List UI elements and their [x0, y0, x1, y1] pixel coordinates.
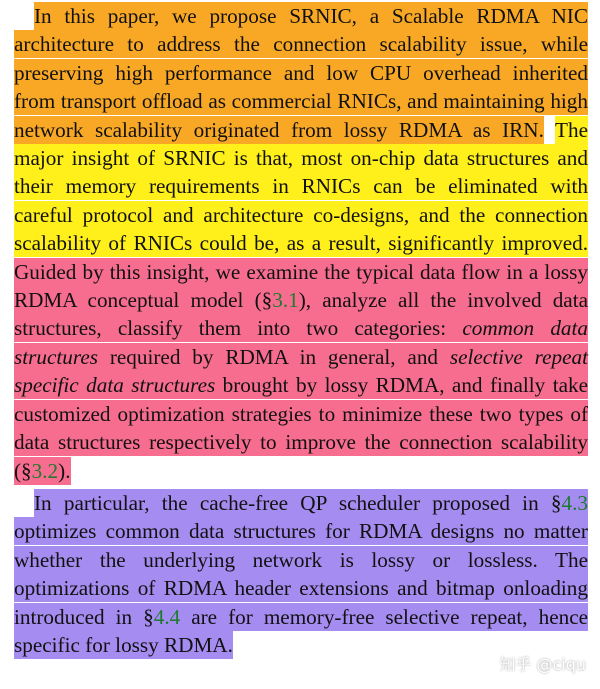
emphasis-common-data-structures: common data structures	[14, 316, 588, 369]
text-segment: brought by lossy RDMA, and finally take customized optimization strategies to minimize these two types of data structures respectively to improve the connection scalability (§	[14, 373, 588, 483]
text-segment: ), analyze all the involved data structures, classify them into two categories:	[14, 288, 588, 341]
text-segment: ).	[58, 458, 71, 483]
highlight-pink-sentence	[14, 258, 588, 485]
document-body	[14, 2, 588, 659]
zhihu-watermark: 知乎 @ciqu	[499, 655, 586, 674]
text-segment: required by RDMA in general, and	[97, 344, 450, 369]
highlight-orange-sentence: In this paper, we propose SRNIC, a Scalable RDMA NIC architecture to address the connection scalability issue, while preserving high performance and low CPU overhead inherited from transport offload as commercial RNICs, and maintaining high network scalability originated from lossy RDMA as IRN.	[14, 4, 588, 142]
text-segment: Guided by this insight, we examine the typical data flow in a lossy RDMA conceptual model (§	[14, 259, 588, 313]
text-segment: optimizes common data structures for RDMA designs no matter whether the underlying network is lossy or lossless. The optimizations of RDMA header extensions and bitmap onloading introduced in §	[14, 519, 588, 629]
text-segment: In particular, the cache-free QP scheduler proposed in §	[34, 490, 562, 515]
section-ref-3-2[interactable]: 3.2	[31, 458, 59, 483]
section-ref-3-1[interactable]: 3.1	[272, 288, 299, 313]
highlight-yellow-sentence: The major insight of SRNIC is that, most on-chip data structures and their memory requirements in RNICs can be eliminated with careful protocol and architecture co-designs, and the connection scalability of RNICs could be, as a result, significantly improved.	[14, 117, 588, 256]
paragraph-1	[14, 2, 588, 485]
text-segment: are for memory-free selective repeat, hence specific for lossy RDMA.	[14, 604, 588, 657]
emphasis-selective-repeat-structures: selective repeat specific data structures	[14, 344, 588, 398]
section-ref-4-4[interactable]: 4.4	[153, 604, 181, 629]
highlight-purple-paragraph	[14, 489, 588, 659]
section-ref-4-3[interactable]: 4.3	[561, 490, 588, 515]
paragraph-2	[14, 489, 588, 659]
